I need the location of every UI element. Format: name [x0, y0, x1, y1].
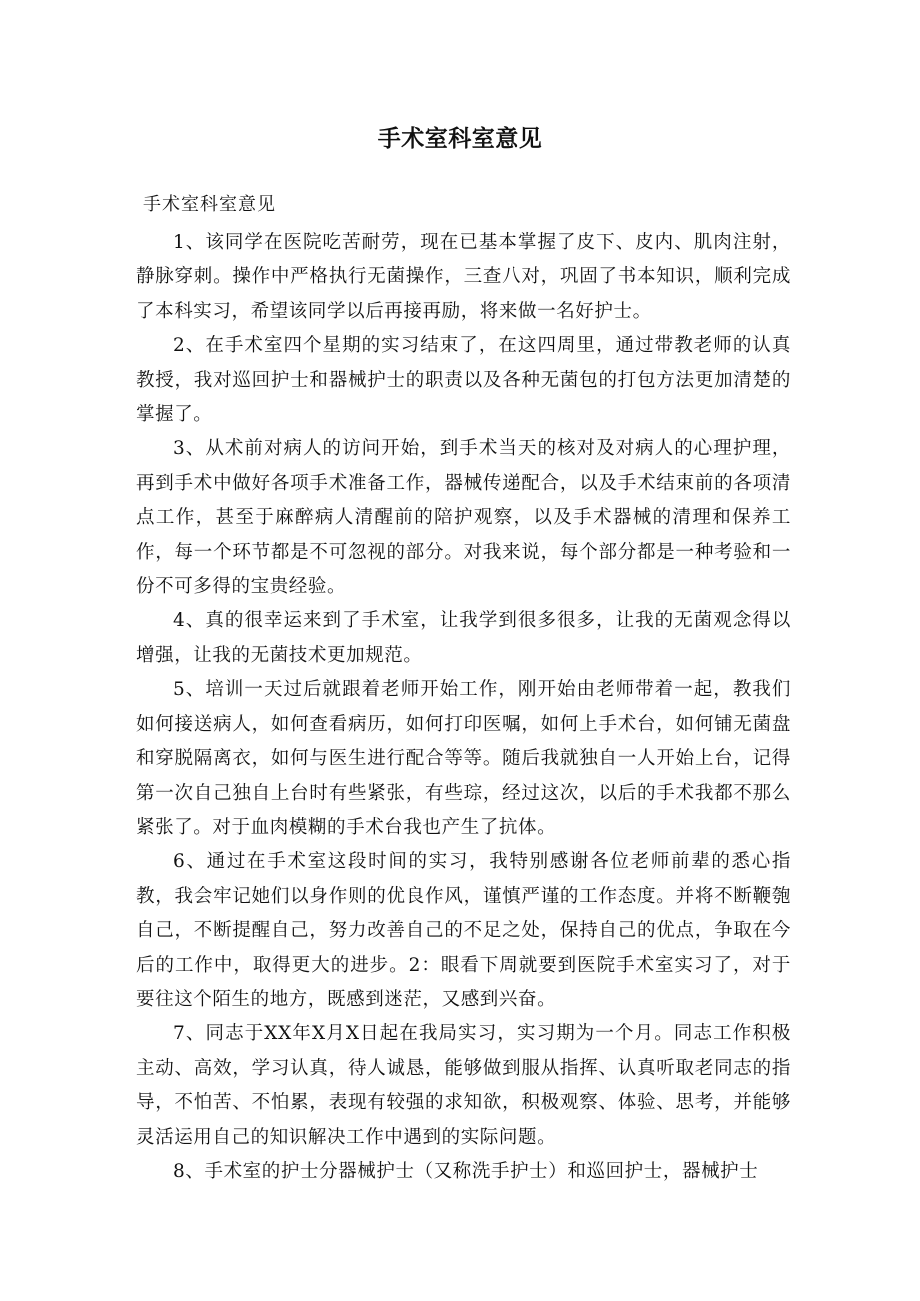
- document-body: [136, 226, 791, 1189]
- document-title: 手术室科室意见: [377, 126, 543, 152]
- paragraph-1: 1、该同学在医院吃苦耐劳，现在已基本掌握了皮下、皮内、肌肉注射，静脉穿刺。操作中严格执行无菌操作，三查八对，巩固了书本知识，顺利完成了本科实习，希望该同学以后再接再励，将来做一名好护士。: [136, 232, 791, 322]
- paragraph-6: 6、通过在手术室这段时间的实习，我特别感谢各位老师前辈的悉心指教，我会牢记她们以身作则的优良作风，谨慎严谨的工作态度。并将不断鞭匏自己，不断提醒自己，努力改善自己的不足之处，保持自己的优点，争取在今后的工作中，取得更大的进步。2：眼看下周就要到医院手术室实习了，对于要往这个陌生的地方，既感到迷茫，又感到兴奋。: [136, 851, 791, 1010]
- paragraph-3: 3、从术前对病人的访问开始，到手术当天的核对及对病人的心理护理，再到手术中做好各项手术准备工作，器械传递配合，以及手术结束前的各项清点工作，甚至于麻醉病人清醒前的陪护观察，以及手术器械的清理和保养工作，每一个环节都是不可忽视的部分。对我来说，每个部分都是一种考验和一份不可多得的宝贵经验。: [136, 438, 791, 598]
- paragraph-2: 2、在手术室四个星期的实习结束了，在这四周里，通过带教老师的认真教授，我对巡回护士和器械护士的职责以及各种无菌包的打包方法更加清楚的掌握了。: [136, 335, 791, 426]
- document-subtitle: 手术室科室意见: [143, 194, 276, 215]
- paragraph-8: 8、手术室的护士分器械护士（又称洗手护士）和巡回护士，器械护士: [173, 1160, 759, 1182]
- paragraph-4: 4、真的很幸运来到了手术室，让我学到很多很多，让我的无菌观念得以增强，让我的无菌技术更加规范。: [136, 610, 791, 666]
- paragraph-5: 5、培训一天过后就跟着老师开始工作，刚开始由老师带着一起，教我们如何接送病人，如何查看病历，如何打印医嘱，如何上手术台，如何铺无菌盘和穿脱隔离衣，如何与医生进行配合等等。随后我就独自一人开始上台，记得第一次自己独自上台时有些紧张，有些琮，经过这次，以后的手术我都不那么紧张了。对于血肉模糊的手术台我也产生了抗体。: [136, 679, 791, 838]
- paragraph-7: 7、同志于XX年X月X日起在我局实习，实习期为一个月。同志工作积极主动、高效，学习认真，待人诚恳，能够做到服从指挥、认真听取老同志的指导，不怕苦、不怕累，表现有较强的求知欲，积极观察、体验、思考，并能够灵活运用自己的知识解决工作中遇到的实际问题。: [136, 1023, 791, 1148]
